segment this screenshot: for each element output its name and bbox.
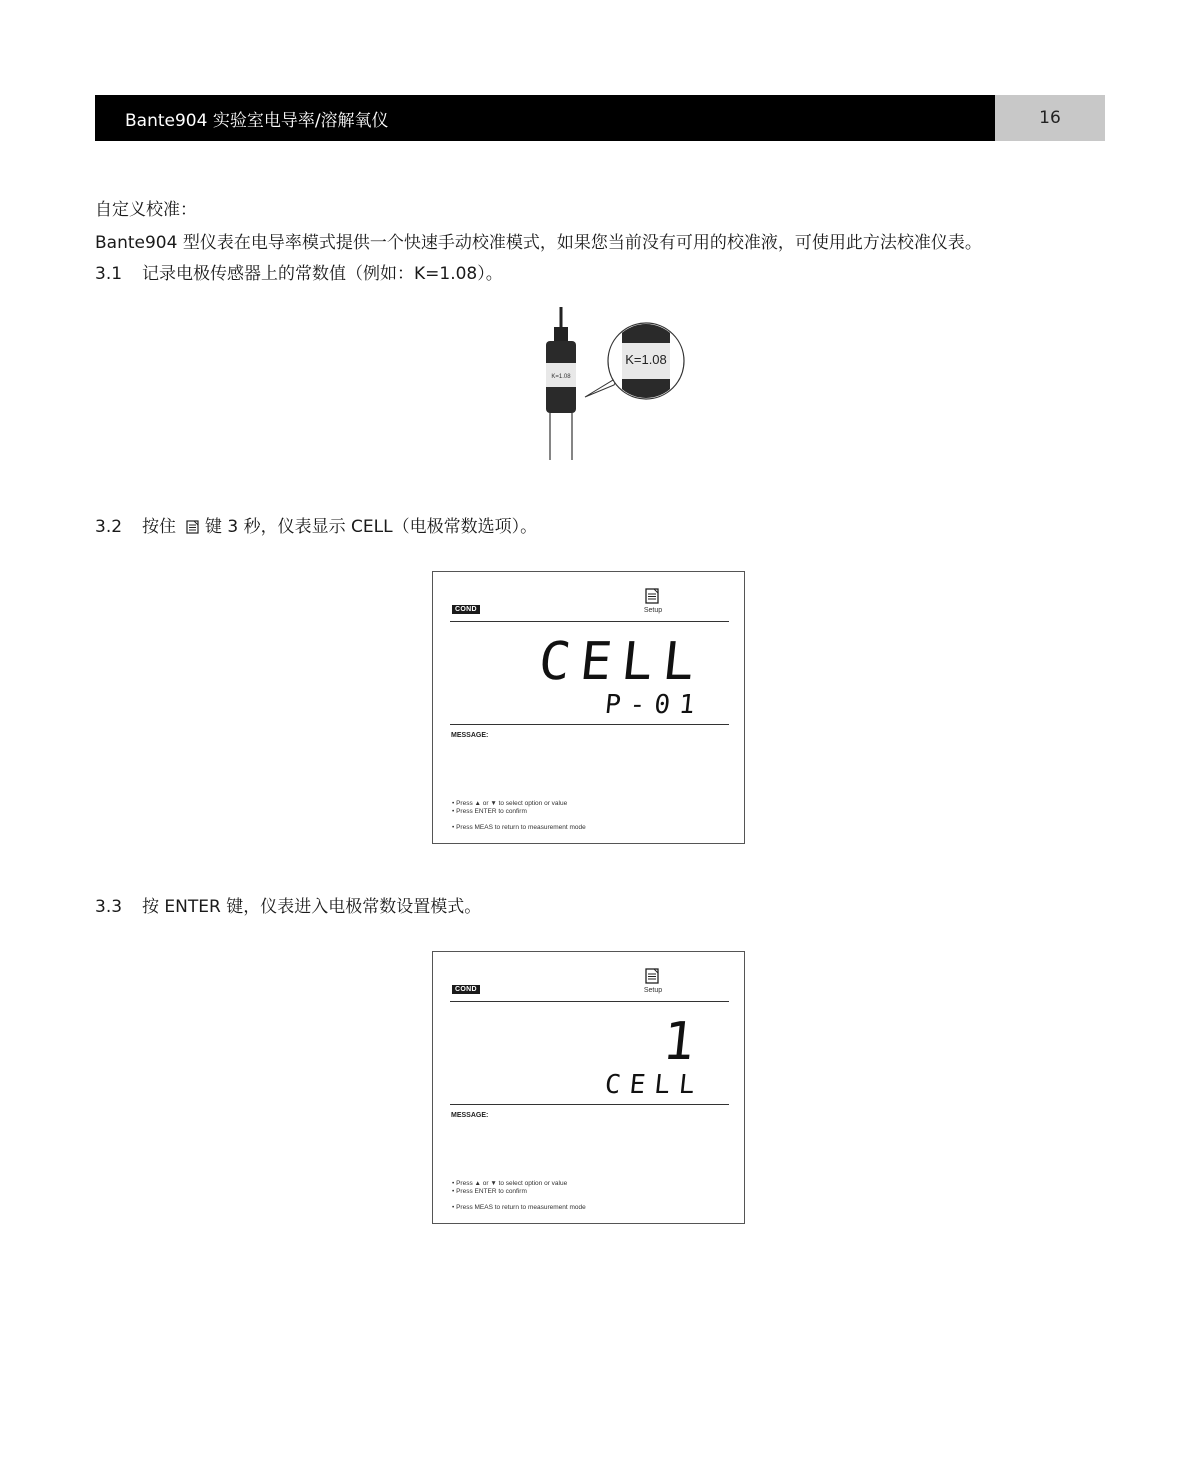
setup-label: Setup bbox=[643, 987, 663, 994]
message-label: MESSAGE: bbox=[451, 1112, 489, 1119]
step-text: 按 ENTER 键，仪表进入电极常数设置模式。 bbox=[142, 897, 482, 917]
divider bbox=[450, 1001, 729, 1002]
divider bbox=[450, 1104, 729, 1105]
divider bbox=[450, 621, 729, 622]
lcd-screen-cell-option bbox=[432, 571, 745, 844]
section-heading: 自定义校准： bbox=[95, 200, 197, 220]
hint-select: • Press ▲ or ▼ to select option or value bbox=[452, 1180, 568, 1187]
electrode-probe-illustration bbox=[530, 305, 700, 465]
step-3-1 bbox=[95, 259, 503, 284]
document-header bbox=[95, 95, 995, 141]
mode-badge: COND bbox=[452, 985, 480, 994]
mode-badge: COND bbox=[452, 605, 480, 614]
document-title: Bante904 实验室电导率/溶解氧仪 bbox=[125, 110, 389, 131]
step-text: 记录电极传感器上的常数值（例如：K=1.08）。 bbox=[142, 264, 503, 284]
setup-key-icon bbox=[186, 519, 199, 539]
probe-constant-label: K=1.08 bbox=[551, 374, 571, 380]
step-text-before: 按住 bbox=[142, 517, 176, 537]
message-label: MESSAGE: bbox=[451, 732, 489, 739]
step-text-after: 键 3 秒，仪表显示 CELL（电极常数选项）。 bbox=[205, 517, 538, 537]
setup-icon bbox=[645, 588, 659, 608]
page-number: 16 bbox=[1039, 108, 1061, 128]
step-3-3 bbox=[95, 892, 481, 917]
hint-select: • Press ▲ or ▼ to select option or value bbox=[452, 800, 568, 807]
intro-paragraph: Bante904 型仪表在电导率模式提供一个快速手动校准模式，如果您当前没有可用的校准液，可使用此方法校准仪表。 bbox=[95, 233, 982, 253]
step-number: 3.3 bbox=[95, 897, 123, 917]
hint-return: • Press MEAS to return to measurement mode bbox=[452, 824, 586, 831]
main-readout: 1 bbox=[659, 1012, 708, 1072]
setup-icon bbox=[645, 968, 659, 988]
page-number-box bbox=[995, 95, 1105, 141]
lcd-screen-cell-setting bbox=[432, 951, 745, 1224]
step-number: 3.2 bbox=[95, 517, 123, 537]
probe-cap bbox=[554, 327, 568, 343]
step-3-2 bbox=[95, 512, 537, 539]
main-readout: CELL bbox=[535, 632, 708, 692]
hint-confirm: • Press ENTER to confirm bbox=[452, 808, 527, 815]
hint-confirm: • Press ENTER to confirm bbox=[452, 1188, 527, 1195]
divider bbox=[450, 724, 729, 725]
step-number: 3.1 bbox=[95, 264, 123, 284]
sub-readout: P-01 bbox=[603, 690, 706, 720]
setup-label: Setup bbox=[643, 607, 663, 614]
zoom-constant-label: K=1.08 bbox=[625, 352, 667, 367]
hint-return: • Press MEAS to return to measurement mode bbox=[452, 1204, 586, 1211]
sub-readout: CELL bbox=[603, 1070, 706, 1100]
